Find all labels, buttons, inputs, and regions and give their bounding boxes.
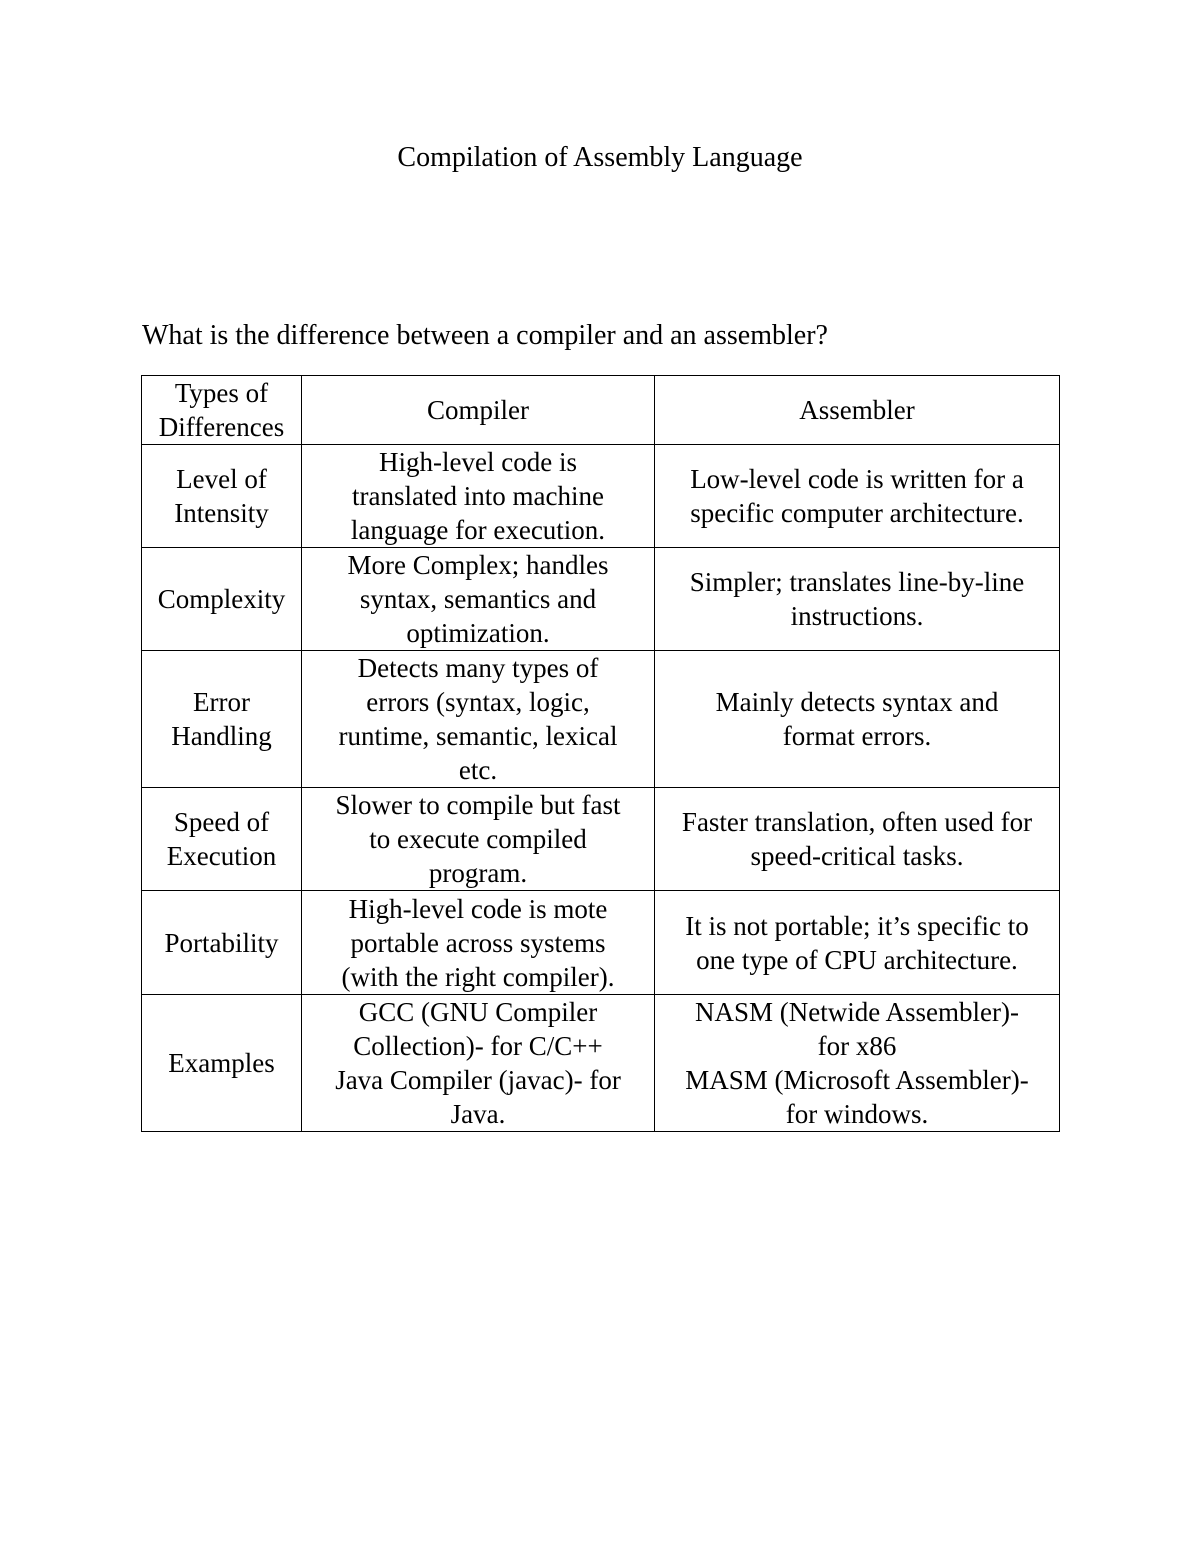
cell-line: Java Compiler (javac)- for [335, 1065, 621, 1095]
cell-line: Handling [171, 721, 272, 751]
row-compiler-cell [302, 788, 655, 891]
header-compiler-label: Compiler [427, 395, 529, 425]
cell-line: Error [193, 687, 250, 717]
document-title: Compilation of Assembly Language [397, 142, 803, 173]
row-compiler-cell [302, 445, 655, 548]
header-types-of-differences [142, 376, 302, 445]
header-assembler-label: Assembler [799, 395, 915, 425]
table-row [142, 445, 1060, 548]
cell-line: errors (syntax, logic, [366, 687, 590, 717]
row-compiler-cell [302, 651, 655, 788]
cell-line: High-level code is [379, 447, 577, 477]
cell-line: Execution [166, 841, 277, 871]
table-row [142, 788, 1060, 891]
cell-line: translated into machine [352, 481, 604, 511]
cell-line: to execute compiled [369, 824, 587, 854]
row-type-cell [142, 651, 302, 788]
cell-line: runtime, semantic, lexical [338, 721, 618, 751]
cell-line: Speed of [173, 807, 270, 837]
cell-line: portable across systems [350, 927, 606, 958]
row-type-cell [142, 445, 302, 548]
row-assembler-cell [655, 651, 1060, 788]
row-compiler-cell [302, 891, 655, 995]
cell-line: specific computer architecture. [690, 498, 1024, 528]
cell-line: Java. [450, 1099, 506, 1129]
cell-line: program. [428, 858, 528, 888]
header-type-line: Types of [174, 378, 269, 408]
header-assembler [655, 376, 1060, 445]
cell-line: Portability [164, 927, 279, 958]
cell-line: Slower to compile but fast [335, 790, 621, 820]
cell-line: Mainly detects syntax and [715, 687, 999, 717]
cell-line: MASM (Microsoft Assembler)- [685, 1065, 1029, 1095]
question-text: What is the difference between a compiler and an assembler? [142, 320, 828, 351]
row-type-cell [142, 995, 302, 1132]
cell-line: one type of CPU architecture. [696, 944, 1018, 975]
comparison-table [141, 375, 1060, 1132]
cell-line: Detects many types of [357, 653, 599, 683]
header-compiler [302, 376, 655, 445]
cell-line: High-level code is mote [348, 893, 608, 924]
header-type-line: Differences [158, 412, 285, 442]
table-row [142, 995, 1060, 1132]
cell-line: instructions. [790, 601, 924, 631]
table-header-row [142, 376, 1060, 445]
cell-line: Low-level code is written for a [690, 464, 1024, 494]
table-row [142, 548, 1060, 651]
cell-line: syntax, semantics and [359, 584, 597, 614]
row-compiler-cell [302, 995, 655, 1132]
cell-line: It is not portable; it’s specific to [685, 910, 1029, 941]
cell-line: GCC (GNU Compiler [358, 997, 598, 1027]
row-type-cell [142, 548, 302, 651]
table-row [142, 891, 1060, 995]
row-assembler-cell [655, 548, 1060, 651]
row-assembler-cell [655, 788, 1060, 891]
row-compiler-cell [302, 548, 655, 651]
cell-line: for windows. [785, 1099, 929, 1129]
cell-line: etc. [458, 755, 498, 785]
cell-line: optimization. [406, 618, 550, 648]
cell-line: NASM (Netwide Assembler)- [695, 997, 1019, 1027]
cell-line: Examples [168, 1048, 275, 1078]
cell-line: for x86 [817, 1031, 897, 1061]
cell-line: Simpler; translates line-by-line [689, 567, 1025, 597]
row-type-cell [142, 788, 302, 891]
row-type-cell [142, 891, 302, 995]
cell-line: format errors. [782, 721, 932, 751]
row-assembler-cell [655, 891, 1060, 995]
cell-line: (with the right compiler). [341, 961, 615, 992]
cell-line: Collection)- for C/C++ [353, 1031, 603, 1061]
table-row [142, 651, 1060, 788]
cell-line: Level of [176, 464, 267, 494]
cell-line: language for execution. [350, 515, 606, 545]
cell-line: speed-critical tasks. [750, 841, 964, 871]
row-assembler-cell [655, 995, 1060, 1132]
cell-line: More Complex; handles [347, 550, 609, 580]
cell-line: Faster translation, often used for [681, 807, 1033, 837]
cell-line: Intensity [174, 498, 269, 528]
row-assembler-cell [655, 445, 1060, 548]
cell-line: Complexity [157, 584, 286, 614]
